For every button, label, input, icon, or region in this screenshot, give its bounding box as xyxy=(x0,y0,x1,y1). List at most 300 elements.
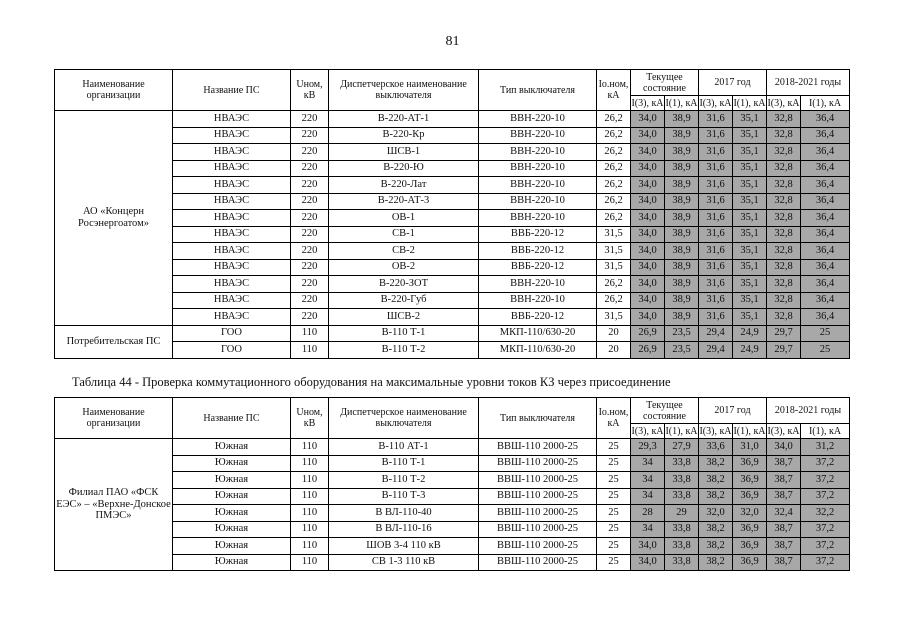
table-cell: 34,0 xyxy=(631,538,665,555)
table-cell: 34,0 xyxy=(631,292,665,309)
table-row xyxy=(55,521,850,538)
table-cell: 38,9 xyxy=(665,259,699,276)
table-cell: 220 xyxy=(291,160,329,177)
table-cell: 25 xyxy=(801,325,850,342)
table-row xyxy=(55,309,850,326)
table-cell: ВВН-220-10 xyxy=(479,210,597,227)
header-dispatch-name: Диспетчерское наименование выключателя xyxy=(329,398,479,439)
table-cell: 31,6 xyxy=(699,193,733,210)
table-cell: 32,8 xyxy=(767,259,801,276)
table-cell: 29,4 xyxy=(699,342,733,359)
table-cell: 38,2 xyxy=(699,554,733,571)
table-row xyxy=(55,160,850,177)
table-cell: 32,2 xyxy=(801,505,850,522)
table-cell: 36,9 xyxy=(733,472,767,489)
table-cell: 31,0 xyxy=(733,439,767,456)
table-cell: 26,2 xyxy=(597,160,631,177)
table-row xyxy=(55,111,850,128)
table-cell: ВВШ-110 2000-25 xyxy=(479,455,597,472)
table-cell: 34,0 xyxy=(631,276,665,293)
table-cell: 35,1 xyxy=(733,111,767,128)
table-cell: НВАЭС xyxy=(173,210,291,227)
table-cell: 31,6 xyxy=(699,309,733,326)
table-cell: 34,0 xyxy=(631,243,665,260)
table-cell: ШСВ-2 xyxy=(329,309,479,326)
table-cell: 37,2 xyxy=(801,538,850,555)
table-cell: 220 xyxy=(291,309,329,326)
table-row xyxy=(55,144,850,161)
table-cell: 29,4 xyxy=(699,325,733,342)
table-cell: В-110 Т-1 xyxy=(329,325,479,342)
table-cell: 25 xyxy=(597,521,631,538)
table-cell: 220 xyxy=(291,259,329,276)
page-number: 81 xyxy=(445,34,460,49)
table-cell: ВВБ-220-12 xyxy=(479,243,597,260)
header-inom: Iо.ном, кА xyxy=(597,398,631,439)
table-cell: 36,4 xyxy=(801,226,850,243)
table-cell: В-220-Кр xyxy=(329,127,479,144)
table-cell: 32,8 xyxy=(767,243,801,260)
table-cell: 31,5 xyxy=(597,259,631,276)
table-cell: 36,4 xyxy=(801,160,850,177)
header-org: Наименование организации xyxy=(55,398,173,439)
header-breaker-type: Тип выключателя xyxy=(479,398,597,439)
table-cell: 220 xyxy=(291,177,329,194)
table-cell: 31,5 xyxy=(597,309,631,326)
table-cell: НВАЭС xyxy=(173,111,291,128)
table-cell: НВАЭС xyxy=(173,193,291,210)
table-44-breakers xyxy=(54,397,850,571)
table-cell: 110 xyxy=(291,472,329,489)
table-cell: 25 xyxy=(597,538,631,555)
table-cell: 38,9 xyxy=(665,309,699,326)
table-cell: 31,6 xyxy=(699,243,733,260)
table-cell: 26,2 xyxy=(597,193,631,210)
table-cell: 31,6 xyxy=(699,177,733,194)
table-cell: 34,0 xyxy=(631,309,665,326)
table-cell: 38,2 xyxy=(699,521,733,538)
table-row xyxy=(55,177,850,194)
table-cell: 35,1 xyxy=(733,243,767,260)
table-cell: ШСВ-1 xyxy=(329,144,479,161)
table-cell: 33,6 xyxy=(699,439,733,456)
table-cell: 29,7 xyxy=(767,342,801,359)
table-cell: ВВШ-110 2000-25 xyxy=(479,439,597,456)
table-cell: ГОО xyxy=(173,325,291,342)
table-cell: 23,5 xyxy=(665,342,699,359)
table-cell: 33,8 xyxy=(665,455,699,472)
table-cell: 25 xyxy=(597,554,631,571)
table-cell: 38,9 xyxy=(665,210,699,227)
table-cell: 26,2 xyxy=(597,292,631,309)
table-cell: 35,1 xyxy=(733,309,767,326)
table-cell: 34,0 xyxy=(631,144,665,161)
table-cell: НВАЭС xyxy=(173,226,291,243)
table-cell: 32,8 xyxy=(767,276,801,293)
table-cell: 220 xyxy=(291,292,329,309)
table-cell: 37,2 xyxy=(801,472,850,489)
table-row xyxy=(55,276,850,293)
table-cell: 31,6 xyxy=(699,111,733,128)
table-cell: 38,9 xyxy=(665,160,699,177)
table-cell: 38,9 xyxy=(665,243,699,260)
table-cell: 32,0 xyxy=(733,505,767,522)
table-cell: 31,6 xyxy=(699,144,733,161)
table-row xyxy=(55,226,850,243)
table-cell: 26,2 xyxy=(597,177,631,194)
table-cell: 29,7 xyxy=(767,325,801,342)
table-cell: 35,1 xyxy=(733,177,767,194)
table-cell: 110 xyxy=(291,538,329,555)
organization-cell: Потребительская ПС xyxy=(55,325,173,358)
table-cell: 32,8 xyxy=(767,292,801,309)
table-cell: 34,0 xyxy=(631,259,665,276)
table-cell: НВАЭС xyxy=(173,160,291,177)
table-cell: 38,9 xyxy=(665,127,699,144)
table-cell: 38,9 xyxy=(665,193,699,210)
table-cell: 34 xyxy=(631,455,665,472)
table-cell: 33,8 xyxy=(665,554,699,571)
table-row xyxy=(55,455,850,472)
table-cell: 32,8 xyxy=(767,177,801,194)
table-cell: ВВН-220-10 xyxy=(479,144,597,161)
table-cell: В-220-ЗОТ xyxy=(329,276,479,293)
table-cell: 36,4 xyxy=(801,309,850,326)
table-cell: 36,4 xyxy=(801,144,850,161)
table-cell: 36,4 xyxy=(801,259,850,276)
table-row xyxy=(55,325,850,342)
table-cell: 34,0 xyxy=(631,554,665,571)
table-cell: 36,9 xyxy=(733,521,767,538)
table-row xyxy=(55,342,850,359)
table-cell: ВВН-220-10 xyxy=(479,111,597,128)
table-cell: 38,7 xyxy=(767,521,801,538)
table-cell: 31,6 xyxy=(699,160,733,177)
table-cell: 110 xyxy=(291,505,329,522)
table-cell: 35,1 xyxy=(733,276,767,293)
table-cell: 32,8 xyxy=(767,193,801,210)
table-row xyxy=(55,210,850,227)
table-cell: 27,9 xyxy=(665,439,699,456)
table-cell: 32,8 xyxy=(767,144,801,161)
table-cell: ОВ-1 xyxy=(329,210,479,227)
table-cell: 32,0 xyxy=(699,505,733,522)
table-cell: 31,6 xyxy=(699,259,733,276)
table-cell: 37,2 xyxy=(801,554,850,571)
table-cell: НВАЭС xyxy=(173,177,291,194)
table-cell: СВ 1-3 110 кВ xyxy=(329,554,479,571)
table-cell: В-110 Т-2 xyxy=(329,342,479,359)
table-row xyxy=(55,505,850,522)
table-cell: НВАЭС xyxy=(173,309,291,326)
table-cell: ВВН-220-10 xyxy=(479,127,597,144)
table-row xyxy=(55,127,850,144)
table-cell: 26,2 xyxy=(597,144,631,161)
header-i1: I(1), кА xyxy=(801,96,850,111)
table-cell: 220 xyxy=(291,243,329,260)
table-cell: ВВШ-110 2000-25 xyxy=(479,521,597,538)
table-row xyxy=(55,193,850,210)
header-i1: I(1), кА xyxy=(665,97,698,109)
table-cell: 26,2 xyxy=(597,276,631,293)
table-cell: 220 xyxy=(291,111,329,128)
table-cell: ШОВ 3-4 110 кВ xyxy=(329,538,479,555)
table-cell: 34,0 xyxy=(631,127,665,144)
table-row xyxy=(55,439,850,456)
table-cell: ВВШ-110 2000-25 xyxy=(479,505,597,522)
header-inom: Iо.ном, кА xyxy=(597,70,631,111)
header-i1: I(1), кА xyxy=(733,97,766,109)
table-cell: 33,8 xyxy=(665,538,699,555)
table-cell: В-220-АТ-1 xyxy=(329,111,479,128)
table-cell: 110 xyxy=(291,554,329,571)
table-cell: 35,1 xyxy=(733,210,767,227)
header-i3: I(3), кА xyxy=(631,97,664,109)
table-cell: В-220-Ю xyxy=(329,160,479,177)
table-cell: НВАЭС xyxy=(173,127,291,144)
organization-cell: АО «Концерн Росэнергоатом» xyxy=(55,111,173,326)
table-cell: 35,1 xyxy=(733,292,767,309)
table-cell: 38,2 xyxy=(699,538,733,555)
table-cell: 37,2 xyxy=(801,521,850,538)
table-cell: ВВН-220-10 xyxy=(479,193,597,210)
header-2018-2021: 2018-2021 годы xyxy=(767,398,850,424)
organization-cell: Филиал ПАО «ФСК ЕЭС» – «Верхне-Донское ПМЭС» xyxy=(55,439,173,571)
table-cell: 36,4 xyxy=(801,276,850,293)
table-cell: ВВШ-110 2000-25 xyxy=(479,554,597,571)
table-cell: 32,8 xyxy=(767,210,801,227)
table-cell: 36,4 xyxy=(801,111,850,128)
table-cell: 35,1 xyxy=(733,160,767,177)
table-cell: Южная xyxy=(173,554,291,571)
table-cell: 34,0 xyxy=(631,193,665,210)
table-cell: Южная xyxy=(173,455,291,472)
header-i3: I(3), кА xyxy=(699,97,732,109)
header-substation: Название ПС xyxy=(173,398,291,439)
table-cell: 26,9 xyxy=(631,325,665,342)
header-i1: I(1), кА xyxy=(801,424,850,439)
table-cell: НВАЭС xyxy=(173,259,291,276)
table-cell: 110 xyxy=(291,325,329,342)
header-i3: I(3), кА xyxy=(767,425,800,437)
table-cell: Южная xyxy=(173,538,291,555)
table-cell: 35,1 xyxy=(733,127,767,144)
table-row xyxy=(55,538,850,555)
header-current-state: Текущее состояние xyxy=(631,398,699,424)
table-breakers-npp xyxy=(54,69,850,359)
table-cell: НВАЭС xyxy=(173,292,291,309)
table-cell: В-110 АТ-1 xyxy=(329,439,479,456)
table-cell: ВВБ-220-12 xyxy=(479,309,597,326)
table-cell: 110 xyxy=(291,455,329,472)
table-cell: 32,8 xyxy=(767,111,801,128)
table-cell: 32,8 xyxy=(767,160,801,177)
table-cell: 34,0 xyxy=(767,439,801,456)
table-cell: 33,8 xyxy=(665,472,699,489)
table-cell: 23,5 xyxy=(665,325,699,342)
table-cell: 31,6 xyxy=(699,292,733,309)
table-cell: СВ-2 xyxy=(329,243,479,260)
table-cell: 36,4 xyxy=(801,210,850,227)
table-cell: 35,1 xyxy=(733,144,767,161)
table-cell: 38,9 xyxy=(665,177,699,194)
table-cell: 38,7 xyxy=(767,488,801,505)
table-cell: 26,2 xyxy=(597,210,631,227)
table-cell: 220 xyxy=(291,276,329,293)
table-cell: В-220-АТ-3 xyxy=(329,193,479,210)
table-cell: 110 xyxy=(291,342,329,359)
table-cell: ВВШ-110 2000-25 xyxy=(479,538,597,555)
table-cell: 28 xyxy=(631,505,665,522)
table-cell: ВВШ-110 2000-25 xyxy=(479,472,597,489)
table-cell: 26,9 xyxy=(631,342,665,359)
table-cell: МКП-110/630-20 xyxy=(479,342,597,359)
table-cell: 38,7 xyxy=(767,554,801,571)
header-i3: I(3), кА xyxy=(631,425,664,437)
table-cell: В ВЛ-110-40 xyxy=(329,505,479,522)
table-cell: 38,7 xyxy=(767,455,801,472)
table-cell: 25 xyxy=(597,472,631,489)
table-cell: 38,7 xyxy=(767,538,801,555)
table-cell: 31,5 xyxy=(597,226,631,243)
table-cell: 34,0 xyxy=(631,210,665,227)
table-cell: 36,9 xyxy=(733,488,767,505)
table-cell: ГОО xyxy=(173,342,291,359)
table-cell: В-110 Т-1 xyxy=(329,455,479,472)
table-cell: 38,2 xyxy=(699,488,733,505)
table-cell: ВВБ-220-12 xyxy=(479,259,597,276)
table-cell: 36,9 xyxy=(733,554,767,571)
table-cell: 25 xyxy=(597,488,631,505)
table-cell: 20 xyxy=(597,325,631,342)
table-cell: Южная xyxy=(173,505,291,522)
table-row xyxy=(55,259,850,276)
table-cell: 24,9 xyxy=(733,342,767,359)
table-cell: В-110 Т-3 xyxy=(329,488,479,505)
table-cell: ВВН-220-10 xyxy=(479,177,597,194)
table-cell: 34,0 xyxy=(631,177,665,194)
table-cell: 38,7 xyxy=(767,472,801,489)
table-cell: 36,9 xyxy=(733,538,767,555)
table-cell: 34,0 xyxy=(631,111,665,128)
table-cell: 110 xyxy=(291,439,329,456)
table-cell: СВ-1 xyxy=(329,226,479,243)
table-cell: 38,9 xyxy=(665,226,699,243)
header-substation: Название ПС xyxy=(173,70,291,111)
table-cell: 31,2 xyxy=(801,439,850,456)
table-cell: 38,2 xyxy=(699,472,733,489)
table-cell: Южная xyxy=(173,439,291,456)
table-cell: 35,1 xyxy=(733,226,767,243)
table-cell: НВАЭС xyxy=(173,276,291,293)
table-cell: 34,0 xyxy=(631,226,665,243)
table-cell: 36,4 xyxy=(801,243,850,260)
table-cell: 26,2 xyxy=(597,127,631,144)
table-cell: 34,0 xyxy=(631,160,665,177)
table-cell: 31,5 xyxy=(597,243,631,260)
table-cell: 36,4 xyxy=(801,292,850,309)
table-cell: 220 xyxy=(291,226,329,243)
table-cell: МКП-110/630-20 xyxy=(479,325,597,342)
table-cell: 110 xyxy=(291,521,329,538)
table-cell: 33,8 xyxy=(665,521,699,538)
header-dispatch-name: Диспетчерское наименование выключателя xyxy=(329,70,479,111)
table-row xyxy=(55,292,850,309)
header-org: Наименование организации xyxy=(55,70,173,111)
table-cell: 36,4 xyxy=(801,177,850,194)
table-cell: В-110 Т-2 xyxy=(329,472,479,489)
table-cell: 36,4 xyxy=(801,193,850,210)
table-44-caption: Таблица 44 - Проверка коммутационного оборудования на максимальные уровни токов КЗ через присоединение xyxy=(72,375,671,389)
table-row xyxy=(55,243,850,260)
header-2018-2021: 2018-2021 годы xyxy=(767,70,850,96)
header-i3: I(3), кА xyxy=(699,425,732,437)
table-cell: 25 xyxy=(597,505,631,522)
table-row xyxy=(55,472,850,489)
table-cell: ВВН-220-10 xyxy=(479,292,597,309)
table-cell: 31,6 xyxy=(699,127,733,144)
table-cell: НВАЭС xyxy=(173,144,291,161)
table-cell: 31,6 xyxy=(699,226,733,243)
header-current-state: Текущее состояние xyxy=(631,70,699,96)
table-cell: 110 xyxy=(291,488,329,505)
header-2017: 2017 год xyxy=(699,70,767,96)
table-cell: 38,2 xyxy=(699,455,733,472)
table-cell: 38,9 xyxy=(665,144,699,161)
table-cell: 38,9 xyxy=(665,111,699,128)
table-cell: В-220-Губ xyxy=(329,292,479,309)
table-cell: 34 xyxy=(631,521,665,538)
table-cell: 220 xyxy=(291,210,329,227)
header-unom: Uном, кВ xyxy=(291,398,329,439)
table-cell: 36,9 xyxy=(733,455,767,472)
header-i1: I(1), кА xyxy=(733,425,766,437)
table-cell: 31,6 xyxy=(699,276,733,293)
table-row xyxy=(55,488,850,505)
table-cell: 32,4 xyxy=(767,505,801,522)
table-cell: 38,9 xyxy=(665,276,699,293)
table-cell: 24,9 xyxy=(733,325,767,342)
table-cell: 33,8 xyxy=(665,488,699,505)
table-cell: Южная xyxy=(173,488,291,505)
table-cell: 25 xyxy=(801,342,850,359)
table-cell: 26,2 xyxy=(597,111,631,128)
table-cell: ВВБ-220-12 xyxy=(479,226,597,243)
table-cell: Южная xyxy=(173,521,291,538)
table-cell: 32,8 xyxy=(767,226,801,243)
header-i1: I(1), кА xyxy=(665,425,698,437)
table-cell: 36,4 xyxy=(801,127,850,144)
table-cell: 32,8 xyxy=(767,127,801,144)
table-cell: 220 xyxy=(291,144,329,161)
header-i3: I(3), кА xyxy=(767,97,800,109)
table-cell: 32,8 xyxy=(767,309,801,326)
table-cell: НВАЭС xyxy=(173,243,291,260)
table-cell: 20 xyxy=(597,342,631,359)
table-cell: 37,2 xyxy=(801,488,850,505)
table-cell: ОВ-2 xyxy=(329,259,479,276)
table-cell: 25 xyxy=(597,439,631,456)
table-cell: 37,2 xyxy=(801,455,850,472)
table-cell: ВВШ-110 2000-25 xyxy=(479,488,597,505)
table-cell: В-220-Лат xyxy=(329,177,479,194)
table-cell: 35,1 xyxy=(733,193,767,210)
table-cell: 31,6 xyxy=(699,210,733,227)
table-cell: ВВН-220-10 xyxy=(479,276,597,293)
table-cell: Южная xyxy=(173,472,291,489)
table-cell: 220 xyxy=(291,193,329,210)
header-unom: Uном, кВ xyxy=(291,70,329,111)
